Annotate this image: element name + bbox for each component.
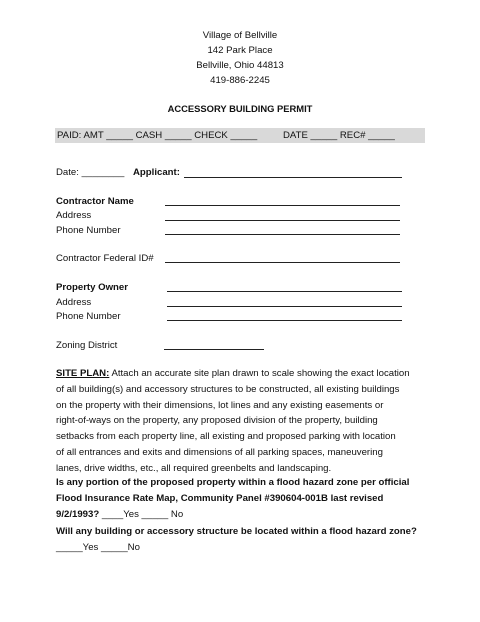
property-owner-line[interactable] [167, 291, 402, 292]
date-rec-fields[interactable]: DATE _____ REC# _____ [283, 130, 395, 141]
site-plan-line-7: lanes, drive widths, etc., all required greenbelts and landscaping. [56, 462, 332, 474]
org-city: Bellville, Ohio 44813 [196, 60, 284, 71]
site-plan-label: SITE PLAN: [56, 368, 110, 379]
site-plan-paragraph [56, 366, 428, 477]
applicant-line[interactable] [184, 177, 402, 178]
applicant-label: Applicant: [133, 167, 180, 178]
contractor-name-line[interactable] [165, 205, 400, 206]
contractor-federal-id-label: Contractor Federal ID# [56, 253, 154, 264]
owner-phone-line[interactable] [167, 320, 402, 321]
flood-q1-line-1: Is any portion of the proposed property within a flood hazard zone per official [56, 477, 410, 488]
site-plan-line-4: right-of-ways on the property, any proposed division of the property, building [56, 415, 378, 427]
org-phone: 419-886-2245 [210, 75, 270, 86]
owner-phone-label: Phone Number [56, 311, 121, 322]
zoning-district-line[interactable] [164, 349, 264, 350]
flood-q1-date: 9/2/1993? [56, 508, 100, 520]
flood-question-1 [56, 475, 428, 522]
contractor-federal-id-line[interactable] [165, 262, 400, 263]
site-plan-line-6: of all entrances and exits and dimensions of all parking spaces, maneuvering [56, 446, 383, 458]
contractor-phone-line[interactable] [165, 234, 400, 235]
site-plan-line-3: on the property with their dimensions, lot lines and any existing easements or [56, 399, 384, 411]
owner-address-label: Address [56, 297, 92, 308]
property-owner-label: Property Owner [56, 282, 128, 293]
contractor-address-label: Address [56, 210, 92, 221]
owner-address-line[interactable] [167, 306, 402, 307]
site-plan-line-2: of all building(s) and accessory structures to be constructed, all existing buildings [56, 383, 400, 395]
flood-q2-answer[interactable]: _____Yes _____No [56, 542, 140, 553]
contractor-address-line[interactable] [165, 220, 400, 221]
date-field-label[interactable]: Date: ________ [56, 167, 125, 178]
form-title: ACCESSORY BUILDING PERMIT [167, 103, 313, 114]
org-street: 142 Park Place [207, 45, 273, 56]
org-name: Village of Bellville [202, 30, 278, 41]
flood-q1-answer[interactable]: ____Yes _____ No [101, 508, 184, 520]
contractor-name-label: Contractor Name [56, 196, 134, 207]
flood-q1-line-3 [56, 507, 428, 523]
zoning-district-label: Zoning District [56, 340, 118, 351]
flood-question-2: Will any building or accessory structure be located within a flood hazard zone? [56, 526, 417, 537]
site-plan-line-1 [56, 366, 428, 382]
flood-q1-line-2: Flood Insurance Rate Map, Community Panel #390604-001B last revised [56, 492, 384, 504]
paid-fields[interactable]: PAID: AMT _____ CASH _____ CHECK _____ [57, 130, 258, 141]
site-plan-text: Attach an accurate site plan drawn to scale showing the exact location [111, 368, 410, 379]
site-plan-line-5: setbacks from each property line, all existing and proposed parking with location [56, 431, 396, 443]
contractor-phone-label: Phone Number [56, 225, 121, 236]
